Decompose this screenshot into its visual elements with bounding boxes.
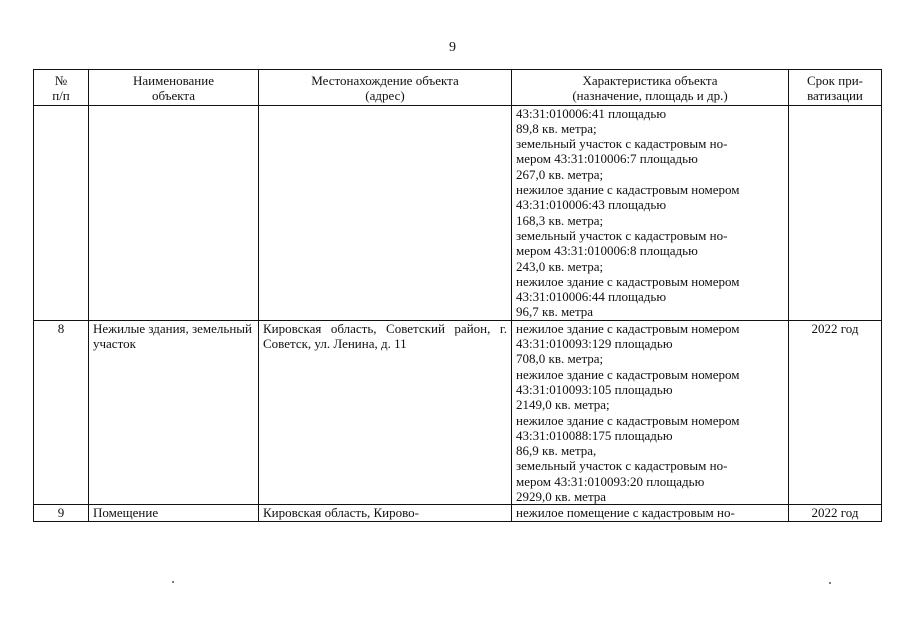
row-address: Кировская область, Кирово-	[259, 505, 512, 521]
table-row	[34, 105, 882, 320]
row-address	[259, 105, 512, 320]
characteristics-line: 43:31:010006:44 площадью	[516, 289, 667, 305]
header-characteristics-line-1: Характеристика объекта	[582, 73, 718, 88]
characteristics-line: мером 43:31:010006:7 площадью	[516, 151, 698, 167]
header-term	[789, 70, 882, 106]
scan-speck	[172, 581, 174, 583]
privatization-table	[33, 69, 882, 522]
characteristics-line: 43:31:010006:43 площадью	[516, 197, 667, 213]
scan-speck	[829, 582, 831, 584]
characteristics-line: земельный участок с кадастровым но-	[516, 227, 728, 243]
row-name: Нежилые здания, земельный участок	[89, 320, 259, 505]
characteristics-line: нежилое здание с кадастровым номером	[516, 273, 740, 289]
characteristics-line: 267,0 кв. метра;	[516, 166, 604, 182]
page-number: 9	[449, 40, 456, 55]
row-num: 9	[34, 505, 89, 521]
row-address: Кировская область, Советский район, г. Советск, ул. Ленина, д. 11	[259, 320, 512, 505]
characteristics-line: нежилое помещение с кадастровым но-	[516, 505, 735, 521]
header-characteristics-line-2: (назначение, площадь и др.)	[572, 88, 728, 104]
characteristics-line: 43:31:010006:41 площадью	[516, 105, 667, 121]
header-num-line-2: п/п	[52, 88, 70, 104]
row-num: 8	[34, 320, 89, 505]
characteristics-line: 86,9 кв. метра,	[516, 443, 597, 459]
characteristics-line: мером 43:31:010006:8 площадью	[516, 243, 698, 259]
header-name	[89, 70, 259, 106]
header-term-line-1: Срок при-	[807, 73, 863, 88]
characteristics-line: 243,0 кв. метра;	[516, 258, 604, 274]
row-characteristics	[512, 105, 789, 320]
characteristics-line: 168,3 кв. метра;	[516, 212, 604, 228]
header-num-line-1: №	[54, 73, 68, 88]
header-term-line-2: ватизации	[807, 88, 863, 104]
characteristics-line: земельный участок с кадастровым но-	[516, 136, 728, 152]
characteristics-line: мером 43:31:010093:20 площадью	[516, 473, 705, 489]
characteristics-line: 2149,0 кв. метра;	[516, 397, 610, 413]
row-name: Помещение	[89, 505, 259, 521]
header-name-line-1: Наименование	[133, 73, 214, 88]
characteristics-line: нежилое здание с кадастровым номером	[516, 320, 740, 336]
row-term: 2022 год	[789, 320, 882, 505]
characteristics-line: 2929,0 кв. метра	[516, 489, 607, 505]
header-address-line-1: Местонахождение объекта	[311, 73, 459, 88]
header-address	[259, 70, 512, 106]
characteristics-line: земельный участок с кадастровым но-	[516, 458, 728, 474]
header-characteristics	[512, 70, 789, 106]
characteristics-line: 43:31:010093:105 площадью	[516, 381, 673, 397]
characteristics-line: 708,0 кв. метра;	[516, 351, 604, 367]
row-term	[789, 105, 882, 320]
row-characteristics	[512, 320, 789, 505]
characteristics-line: 43:31:010093:129 площадью	[516, 336, 673, 352]
table-row	[34, 505, 882, 521]
characteristics-line: нежилое здание с кадастровым номером	[516, 366, 740, 382]
header-address-line-2: (адрес)	[365, 88, 405, 104]
row-num	[34, 105, 89, 320]
characteristics-line: нежилое здание с кадастровым номером	[516, 412, 740, 428]
characteristics-line: 89,8 кв. метра;	[516, 120, 597, 136]
header-num	[34, 70, 89, 106]
characteristics-line: 43:31:010088:175 площадью	[516, 427, 673, 443]
row-characteristics	[512, 505, 789, 521]
table-header-row	[34, 70, 882, 106]
characteristics-line: 96,7 кв. метра	[516, 304, 594, 320]
row-term: 2022 год	[789, 505, 882, 521]
header-name-line-2: объекта	[151, 88, 196, 104]
characteristics-line: нежилое здание с кадастровым номером	[516, 182, 740, 198]
row-name	[89, 105, 259, 320]
table-row	[34, 320, 882, 505]
